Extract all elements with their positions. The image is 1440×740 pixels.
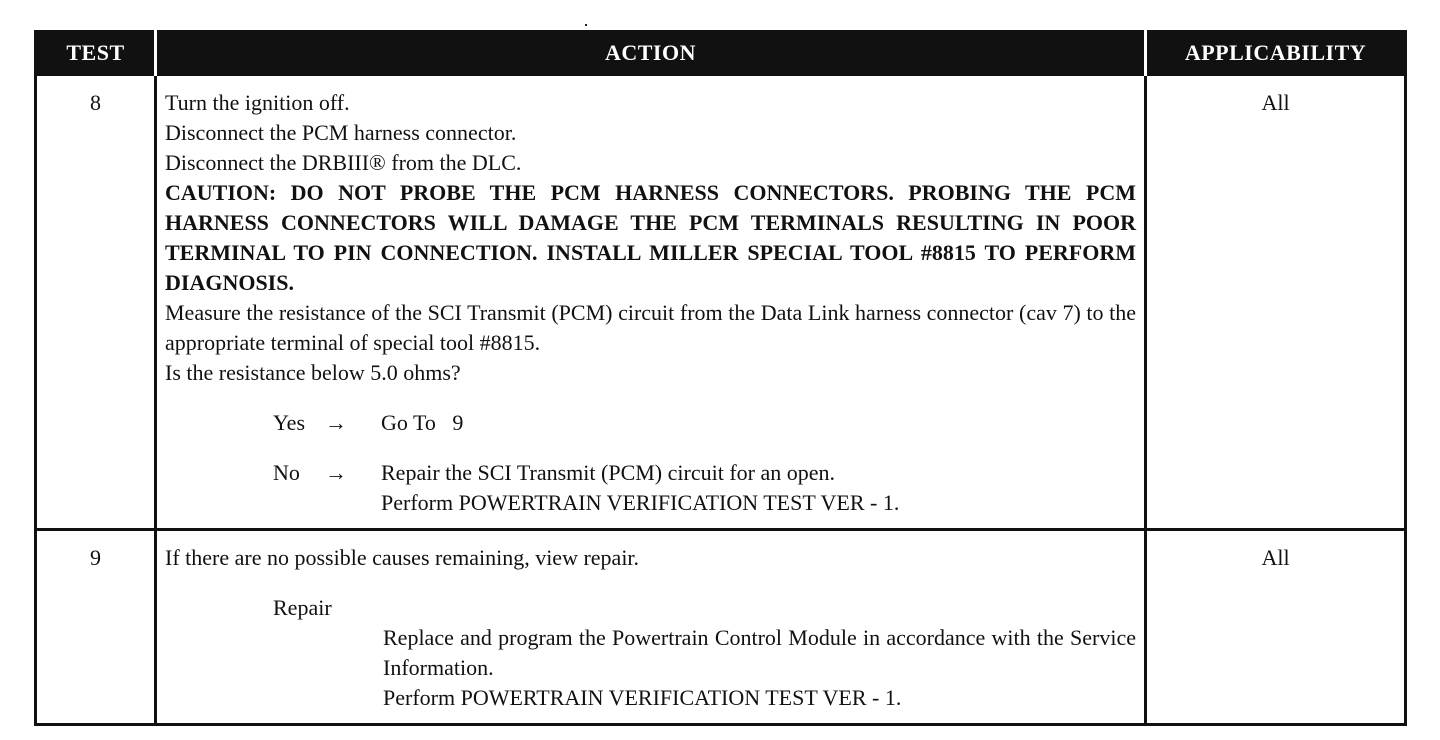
action-cell: [156, 75, 1146, 530]
header-action: ACTION: [156, 32, 1146, 75]
step-text: Turn the ignition off.: [165, 90, 350, 115]
no-branch: [165, 458, 1136, 518]
step-text: Disconnect the DRBIII® from the DLC.: [165, 150, 522, 175]
applicability-value: All: [1146, 530, 1406, 725]
repair-label: Repair: [273, 595, 332, 620]
repair-text: Replace and program the Powertrain Control Module in accordance with the Service Information.: [383, 625, 1136, 680]
no-result: [381, 458, 1136, 518]
test-number: 8: [36, 75, 156, 530]
step-text: Disconnect the PCM harness connector.: [165, 120, 517, 145]
table-row: [36, 530, 1406, 725]
header-test: TEST: [36, 32, 156, 75]
diagnostic-test-table: [34, 30, 1407, 726]
yes-branch: [165, 408, 1136, 438]
right-arrow-icon: →: [325, 410, 347, 435]
table-header-row: [36, 32, 1406, 75]
repair-body: [383, 623, 1136, 713]
no-result-repair: Repair the SCI Transmit (PCM) circuit for an open.: [381, 460, 836, 485]
repair-verify-text: Perform POWERTRAIN VERIFICATION TEST VER - 1.: [383, 685, 902, 710]
intro-text: If there are no possible causes remaining, view repair.: [165, 545, 640, 570]
applicability-value: All: [1146, 75, 1406, 530]
no-result-verify: Perform POWERTRAIN VERIFICATION TEST VER - 1.: [381, 490, 900, 515]
test-number: 9: [36, 530, 156, 725]
yes-label: Yes: [273, 410, 306, 435]
caution-text: CAUTION: DO NOT PROBE THE PCM HARNESS CONNECTORS. PROBING THE PCM HARNESS CONNECTORS WILL DAMAGE THE PCM TERMINALS RESULTING IN POOR TERMINAL TO PIN CONNECTION. INSTALL MILLER SPECIAL TOOL #8815 TO PERFORM DIAGNOSIS.: [165, 180, 1136, 295]
right-arrow-icon: →: [325, 460, 347, 485]
yes-result: Go To 9: [381, 410, 464, 435]
table-row: [36, 75, 1406, 530]
action-cell: [156, 530, 1146, 725]
measure-text: Measure the resistance of the SCI Transmit (PCM) circuit from the Data Link harness connector (cav 7) to the appropriate terminal of special tool #8815.: [165, 300, 1136, 355]
header-applicability: APPLICABILITY: [1146, 32, 1406, 75]
scan-speck: [585, 24, 587, 26]
question-text: Is the resistance below 5.0 ohms?: [165, 360, 461, 385]
no-label: No: [273, 460, 300, 485]
